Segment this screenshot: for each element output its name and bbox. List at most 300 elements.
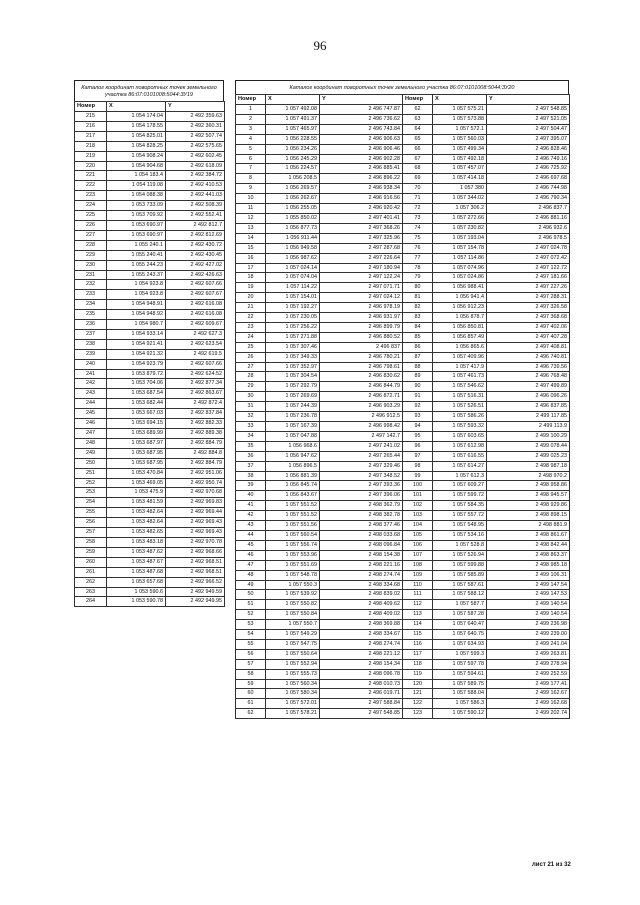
x-coordinate-cell: 1 057 585.89 (433, 570, 487, 580)
point-number-cell: 22 (236, 313, 266, 323)
x-coordinate-cell: 1 056 878.7 (433, 313, 487, 323)
point-number-cell: 97 (403, 451, 433, 461)
table-row (75, 557, 225, 567)
y-coordinate-cell: 2 492 970.78 (166, 537, 225, 547)
y-coordinate-cell: 2 497 122.24 (320, 273, 403, 283)
y-coordinate-cell: 2 492 616.08 (166, 310, 225, 320)
point-number-cell: 49 (236, 580, 266, 590)
x-coordinate-cell: 1 054 904.68 (107, 161, 166, 171)
y-coordinate-cell: 2 492 872.4 (166, 399, 225, 409)
x-coordinate-cell: 1 057 550.64 (266, 649, 320, 659)
table-row (236, 709, 570, 719)
left-coordinate-table (74, 101, 225, 607)
y-coordinate-cell: 2 498 985.18 (487, 560, 570, 570)
point-number-cell: 116 (403, 639, 433, 649)
y-coordinate-cell: 2 498 863.37 (487, 550, 570, 560)
x-coordinate-cell: 1 053 704.06 (107, 379, 166, 389)
x-coordinate-cell: 1 057 572.1 (433, 124, 487, 134)
x-coordinate-cell: 1 053 590.6 (107, 587, 166, 597)
point-number-cell: 76 (403, 243, 433, 253)
x-coordinate-cell: 1 057 499.34 (433, 144, 487, 154)
y-coordinate-cell: 2 496 906.46 (320, 144, 403, 154)
point-number-cell: 68 (403, 164, 433, 174)
point-number-cell: 78 (403, 263, 433, 273)
y-coordinate-cell: 2 498 987.18 (487, 461, 570, 471)
y-coordinate-cell: 2 492 427.02 (166, 260, 225, 270)
point-number-cell: 40 (236, 491, 266, 501)
y-coordinate-cell: 2 497 226.64 (320, 253, 403, 263)
x-coordinate-cell: 1 057 269.69 (266, 392, 320, 402)
x-coordinate-cell: 1 057 594.61 (433, 669, 487, 679)
table-row (75, 300, 225, 310)
table-row (236, 303, 570, 313)
header-x: X (107, 102, 166, 112)
point-number-cell: 218 (75, 141, 107, 151)
x-coordinate-cell: 1 057 380 (433, 184, 487, 194)
table-row (75, 488, 225, 498)
point-number-cell: 86 (403, 342, 433, 352)
x-coordinate-cell: 1 053 687.95 (107, 448, 166, 458)
x-coordinate-cell: 1 057 167.39 (266, 422, 320, 432)
point-number-cell: 36 (236, 451, 266, 461)
point-number-cell: 112 (403, 600, 433, 610)
point-number-cell: 242 (75, 379, 107, 389)
y-coordinate-cell: 2 499 140.54 (487, 610, 570, 620)
x-coordinate-cell: 1 056 234.26 (266, 144, 320, 154)
point-number-cell: 100 (403, 481, 433, 491)
table-row (236, 243, 570, 253)
x-coordinate-cell: 1 057 587.7 (433, 600, 487, 610)
y-coordinate-cell: 2 497 407.28 (487, 332, 570, 342)
x-coordinate-cell: 1 057 589.75 (433, 679, 487, 689)
table-row (75, 220, 225, 230)
y-coordinate-cell: 2 497 181.66 (487, 273, 570, 283)
y-coordinate-cell: 2 499 100.29 (487, 431, 570, 441)
point-number-cell: 48 (236, 570, 266, 580)
y-coordinate-cell: 2 492 949.59 (166, 587, 225, 597)
table-row (75, 478, 225, 488)
x-coordinate-cell: 1 055 240.41 (107, 250, 166, 260)
point-number-cell: 15 (236, 243, 266, 253)
x-coordinate-cell: 1 057 074.96 (433, 263, 487, 273)
point-number-cell: 225 (75, 211, 107, 221)
x-coordinate-cell: 1 053 682.44 (107, 399, 166, 409)
x-coordinate-cell: 1 057 612.98 (433, 441, 487, 451)
table-row (75, 389, 225, 399)
y-coordinate-cell: 2 498 274.74 (320, 639, 403, 649)
x-coordinate-cell: 1 057 344.02 (433, 194, 487, 204)
x-coordinate-cell: 1 056 947.62 (266, 451, 320, 461)
y-coordinate-cell: 2 498 958.86 (487, 481, 570, 491)
y-coordinate-cell: 2 497 368.68 (487, 313, 570, 323)
x-coordinate-cell: 1 056 843.67 (266, 491, 320, 501)
table-row (236, 253, 570, 263)
x-coordinate-cell: 1 057 599.88 (433, 560, 487, 570)
table-row (236, 263, 570, 273)
x-coordinate-cell: 1 053 475.9 (107, 488, 166, 498)
x-coordinate-cell: 1 057 516.31 (433, 392, 487, 402)
point-number-cell: 30 (236, 392, 266, 402)
x-coordinate-cell: 1 057 534.16 (433, 530, 487, 540)
y-coordinate-cell: 2 498 898.15 (487, 511, 570, 521)
point-number-cell: 18 (236, 273, 266, 283)
table-row (236, 164, 570, 174)
y-coordinate-cell: 2 492 950.74 (166, 478, 225, 488)
x-coordinate-cell: 1 053 469.05 (107, 478, 166, 488)
point-number-cell: 264 (75, 597, 107, 607)
header-number: Номер (236, 95, 266, 105)
y-coordinate-cell: 2 499 162.68 (487, 699, 570, 709)
point-number-cell: 16 (236, 253, 266, 263)
table-row (236, 550, 570, 560)
point-number-cell: 83 (403, 313, 433, 323)
point-number-cell: 99 (403, 471, 433, 481)
x-coordinate-cell: 1 057 587.28 (433, 610, 487, 620)
table-row (75, 141, 225, 151)
point-number-cell: 80 (403, 283, 433, 293)
x-coordinate-cell: 1 057 551.56 (266, 521, 320, 531)
x-coordinate-cell: 1 057 556.74 (266, 540, 320, 550)
x-coordinate-cell: 1 054 828.25 (107, 141, 166, 151)
y-coordinate-cell: 2 492 969.44 (166, 508, 225, 518)
y-coordinate-cell: 2 498 881.9 (487, 521, 570, 531)
x-coordinate-cell: 1 057 587.61 (433, 580, 487, 590)
x-coordinate-cell: 1 053 483.18 (107, 537, 166, 547)
x-coordinate-cell: 1 054 908.24 (107, 151, 166, 161)
y-coordinate-cell: 2 497 395.07 (487, 134, 570, 144)
table-row (236, 530, 570, 540)
point-number-cell: 244 (75, 399, 107, 409)
table-row (75, 339, 225, 349)
right-coordinate-table (235, 94, 570, 719)
y-coordinate-cell: 2 496 747.87 (320, 105, 403, 115)
table-row (75, 448, 225, 458)
x-coordinate-cell: 1 057 492.08 (266, 105, 320, 115)
table-row (236, 501, 570, 511)
x-coordinate-cell: 1 054 921.41 (107, 339, 166, 349)
y-coordinate-cell: 2 492 552.41 (166, 211, 225, 221)
table-row (75, 310, 225, 320)
y-coordinate-cell: 2 496 880.52 (320, 332, 403, 342)
y-coordinate-cell: 2 492 441.03 (166, 191, 225, 201)
x-coordinate-cell: 1 057 547.75 (266, 639, 320, 649)
table-row (75, 547, 225, 557)
y-coordinate-cell: 2 492 837.84 (166, 409, 225, 419)
x-coordinate-cell: 1 057 244.39 (266, 402, 320, 412)
x-coordinate-cell: 1 056 941.4 (433, 293, 487, 303)
table-row (236, 204, 570, 214)
point-number-cell: 241 (75, 369, 107, 379)
x-coordinate-cell: 1 057 304.54 (266, 372, 320, 382)
point-number-cell: 103 (403, 511, 433, 521)
point-number-cell: 39 (236, 481, 266, 491)
y-coordinate-cell: 2 496 885.41 (320, 164, 403, 174)
table-row (236, 313, 570, 323)
table-row (236, 689, 570, 699)
point-number-cell: 9 (236, 184, 266, 194)
x-coordinate-cell: 1 057 593.32 (433, 422, 487, 432)
y-coordinate-cell: 2 492 884.79 (166, 438, 225, 448)
point-number-cell: 43 (236, 521, 266, 531)
y-coordinate-cell: 2 496 736.62 (320, 114, 403, 124)
table-row (236, 669, 570, 679)
x-coordinate-cell: 1 053 482.65 (107, 528, 166, 538)
x-coordinate-cell: 1 053 690.97 (107, 220, 166, 230)
x-coordinate-cell: 1 057 640.47 (433, 620, 487, 630)
table-row (236, 332, 570, 342)
y-coordinate-cell: 2 496 899.79 (320, 322, 403, 332)
point-number-cell: 6 (236, 154, 266, 164)
x-coordinate-cell: 1 053 687.95 (107, 458, 166, 468)
table-row (236, 194, 570, 204)
x-coordinate-cell: 1 056 865.6 (433, 342, 487, 352)
point-number-cell: 123 (403, 709, 433, 719)
table-row (75, 290, 225, 300)
y-coordinate-cell: 2 497 348.52 (320, 471, 403, 481)
table-row (236, 600, 570, 610)
x-coordinate-cell: 1 053 667.03 (107, 409, 166, 419)
x-coordinate-cell: 1 054 183.4 (107, 171, 166, 181)
y-coordinate-cell: 2 496 768.48 (487, 372, 570, 382)
table-row (75, 151, 225, 161)
x-coordinate-cell: 1 057 236.78 (266, 412, 320, 422)
y-coordinate-cell: 2 492 969.43 (166, 518, 225, 528)
y-coordinate-cell: 2 496 920.42 (320, 204, 403, 214)
point-number-cell: 81 (403, 293, 433, 303)
table-row (236, 233, 570, 243)
table-row (75, 112, 225, 122)
y-coordinate-cell: 2 498 033.68 (320, 530, 403, 540)
x-coordinate-cell: 1 054 825.01 (107, 131, 166, 141)
y-coordinate-cell: 2 492 863.67 (166, 389, 225, 399)
x-coordinate-cell: 1 057 047.88 (266, 431, 320, 441)
y-coordinate-cell: 2 499 252.59 (487, 669, 570, 679)
x-coordinate-cell: 1 057 572.01 (266, 699, 320, 709)
point-number-cell: 3 (236, 124, 266, 134)
y-coordinate-cell: 2 492 877.34 (166, 379, 225, 389)
point-number-cell: 96 (403, 441, 433, 451)
y-coordinate-cell: 2 497 241.02 (320, 441, 403, 451)
header-y: Y (166, 102, 225, 112)
header-x-2: X (433, 95, 487, 105)
table-row (75, 230, 225, 240)
x-coordinate-cell: 1 053 689.99 (107, 429, 166, 439)
y-coordinate-cell: 2 498 096.78 (320, 669, 403, 679)
header-y: Y (320, 95, 403, 105)
x-coordinate-cell: 1 053 879.72 (107, 369, 166, 379)
y-coordinate-cell: 2 492 627.3 (166, 329, 225, 339)
y-coordinate-cell: 2 496 740.81 (487, 352, 570, 362)
table-row (236, 124, 570, 134)
table-row (75, 270, 225, 280)
x-coordinate-cell: 1 057 560.54 (266, 530, 320, 540)
y-coordinate-cell: 2 492 970.68 (166, 488, 225, 498)
x-coordinate-cell: 1 057 551.52 (266, 501, 320, 511)
point-number-cell: 84 (403, 322, 433, 332)
point-number-cell: 249 (75, 448, 107, 458)
y-coordinate-cell: 2 498 945.57 (487, 491, 570, 501)
x-coordinate-cell: 1 057 599.3 (433, 649, 487, 659)
table-row (75, 369, 225, 379)
y-coordinate-cell: 2 497 329.46 (320, 461, 403, 471)
right-table-header-row (236, 95, 570, 105)
point-number-cell: 215 (75, 112, 107, 122)
x-coordinate-cell: 1 056 224.57 (266, 164, 320, 174)
x-coordinate-cell: 1 053 733.09 (107, 201, 166, 211)
point-number-cell: 47 (236, 560, 266, 570)
right-table-caption: Каталог координат поворотных точек земельного участка 86:07:0101008:5044:ЗУ20 (235, 80, 569, 94)
y-coordinate-cell: 2 497 142.7 (320, 431, 403, 441)
x-coordinate-cell: 1 054 923.79 (107, 359, 166, 369)
y-coordinate-cell: 2 492 616.08 (166, 300, 225, 310)
table-row (75, 240, 225, 250)
point-number-cell: 60 (236, 689, 266, 699)
table-row (75, 567, 225, 577)
table-row (75, 587, 225, 597)
point-number-cell: 25 (236, 342, 266, 352)
point-number-cell: 73 (403, 213, 433, 223)
y-coordinate-cell: 2 492 623.54 (166, 339, 225, 349)
point-number-cell: 120 (403, 679, 433, 689)
point-number-cell: 248 (75, 438, 107, 448)
table-row (236, 570, 570, 580)
x-coordinate-cell: 1 057 597.78 (433, 659, 487, 669)
y-coordinate-cell: 2 497 288.31 (487, 293, 570, 303)
table-row (75, 438, 225, 448)
table-row (75, 260, 225, 270)
table-row (75, 468, 225, 478)
y-coordinate-cell: 2 498 842.44 (487, 540, 570, 550)
y-coordinate-cell: 2 492 430.72 (166, 240, 225, 250)
x-coordinate-cell: 1 054 088.38 (107, 191, 166, 201)
point-number-cell: 114 (403, 620, 433, 630)
x-coordinate-cell: 1 056 949.58 (266, 243, 320, 253)
table-row (236, 174, 570, 184)
point-number-cell: 115 (403, 630, 433, 640)
point-number-cell: 21 (236, 303, 266, 313)
table-row (236, 560, 570, 570)
point-number-cell: 253 (75, 488, 107, 498)
table-row (236, 293, 570, 303)
table-row (236, 144, 570, 154)
x-coordinate-cell: 1 057 634.93 (433, 639, 487, 649)
table-row (236, 342, 570, 352)
x-coordinate-cell: 1 057 461.73 (433, 372, 487, 382)
point-number-cell: 14 (236, 233, 266, 243)
point-number-cell: 238 (75, 339, 107, 349)
x-coordinate-cell: 1 053 481.59 (107, 498, 166, 508)
point-number-cell: 252 (75, 478, 107, 488)
table-row (236, 382, 570, 392)
x-coordinate-cell: 1 056 255.05 (266, 204, 320, 214)
x-coordinate-cell: 1 053 470.84 (107, 468, 166, 478)
x-coordinate-cell: 1 057 256.22 (266, 322, 320, 332)
table-row (75, 131, 225, 141)
x-coordinate-cell: 1 053 694.15 (107, 419, 166, 429)
x-coordinate-cell: 1 057 539.92 (266, 590, 320, 600)
x-coordinate-cell: 1 057 548.95 (433, 521, 487, 531)
x-coordinate-cell: 1 057 409.96 (433, 352, 487, 362)
point-number-cell: 56 (236, 649, 266, 659)
x-coordinate-cell: 1 056 988.41 (433, 283, 487, 293)
y-coordinate-cell: 2 492 889.38 (166, 429, 225, 439)
table-row (236, 105, 570, 115)
x-coordinate-cell: 1 057 307.46 (266, 342, 320, 352)
point-number-cell: 250 (75, 458, 107, 468)
y-coordinate-cell: 2 496 830.62 (320, 372, 403, 382)
point-number-cell: 122 (403, 699, 433, 709)
y-coordinate-cell: 2 496 837.85 (487, 402, 570, 412)
y-coordinate-cell: 2 496 739.56 (487, 362, 570, 372)
point-number-cell: 32 (236, 412, 266, 422)
table-row (236, 679, 570, 689)
y-coordinate-cell: 2 499 117.85 (487, 412, 570, 422)
x-coordinate-cell: 1 057 491.37 (266, 114, 320, 124)
y-coordinate-cell: 2 496 902.28 (320, 154, 403, 164)
x-coordinate-cell: 1 057 590.12 (433, 709, 487, 719)
x-coordinate-cell: 1 053 482.64 (107, 508, 166, 518)
y-coordinate-cell: 2 496 881.16 (487, 213, 570, 223)
table-row (236, 630, 570, 640)
y-coordinate-cell: 2 497 521.05 (487, 114, 570, 124)
y-coordinate-cell: 2 499 113.9 (487, 422, 570, 432)
table-row (75, 201, 225, 211)
x-coordinate-cell: 1 054 923.8 (107, 290, 166, 300)
y-coordinate-cell: 2 497 180.94 (320, 263, 403, 273)
point-number-cell: 257 (75, 528, 107, 538)
x-coordinate-cell: 1 057 414.18 (433, 174, 487, 184)
page-number: 96 (313, 38, 327, 53)
table-row (236, 184, 570, 194)
y-coordinate-cell: 2 498 096.84 (320, 540, 403, 550)
table-row (236, 352, 570, 362)
x-coordinate-cell: 1 057 588.04 (433, 689, 487, 699)
x-coordinate-cell: 1 057 640.75 (433, 630, 487, 640)
y-coordinate-cell: 2 497 122.72 (487, 263, 570, 273)
point-number-cell: 57 (236, 659, 266, 669)
y-coordinate-cell: 2 498 334.67 (320, 630, 403, 640)
point-number-cell: 7 (236, 164, 266, 174)
x-coordinate-cell: 1 053 487.67 (107, 557, 166, 567)
point-number-cell: 31 (236, 402, 266, 412)
x-coordinate-cell: 1 057 528.8 (433, 540, 487, 550)
x-coordinate-cell: 1 056 896.5 (266, 461, 320, 471)
table-row (75, 577, 225, 587)
point-number-cell: 75 (403, 233, 433, 243)
y-coordinate-cell: 2 498 409.62 (320, 600, 403, 610)
x-coordinate-cell: 1 057 526.51 (433, 402, 487, 412)
point-number-cell: 224 (75, 201, 107, 211)
point-number-cell: 219 (75, 151, 107, 161)
y-coordinate-cell: 2 492 624.52 (166, 369, 225, 379)
point-number-cell: 4 (236, 134, 266, 144)
point-number-cell: 113 (403, 610, 433, 620)
point-number-cell: 38 (236, 471, 266, 481)
x-coordinate-cell: 1 056 262.67 (266, 194, 320, 204)
y-coordinate-cell: 2 496 844.79 (320, 382, 403, 392)
table-row (236, 273, 570, 283)
point-number-cell: 220 (75, 161, 107, 171)
y-coordinate-cell: 2 499 263.81 (487, 649, 570, 659)
table-row (236, 372, 570, 382)
y-coordinate-cell: 2 498 362.79 (320, 501, 403, 511)
y-coordinate-cell: 2 497 024.78 (487, 243, 570, 253)
point-number-cell: 260 (75, 557, 107, 567)
x-coordinate-cell: 1 057 193.04 (433, 233, 487, 243)
y-coordinate-cell: 2 497 326.58 (487, 303, 570, 313)
y-coordinate-cell: 2 496 916.56 (320, 194, 403, 204)
y-coordinate-cell: 2 496 931.97 (320, 313, 403, 323)
